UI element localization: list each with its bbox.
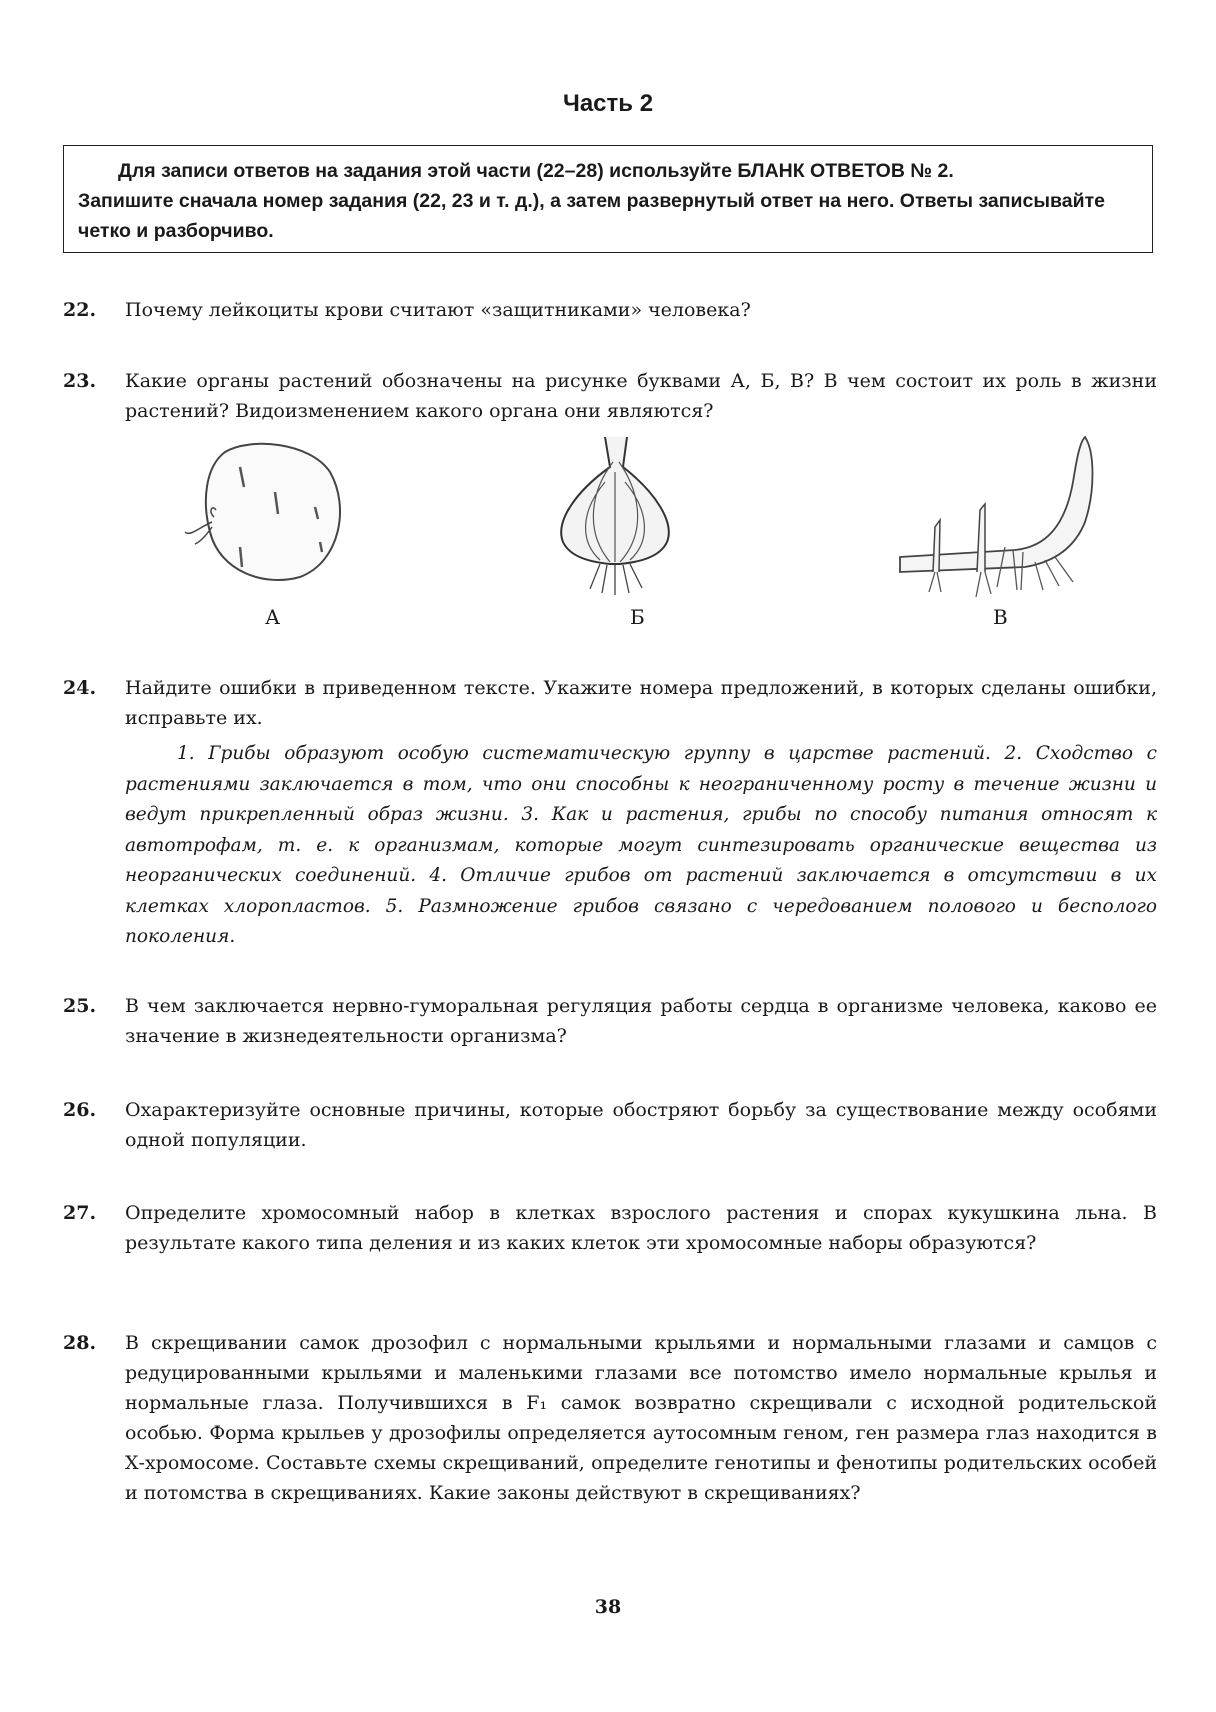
question-22 — [63, 296, 1157, 326]
page-number: 38 — [594, 1596, 622, 1618]
question-number: 24. — [63, 677, 97, 699]
figure-label-b: Б — [630, 605, 645, 629]
section-title: Часть 2 — [562, 90, 654, 117]
figure-label-a: А — [265, 605, 281, 629]
figure-label-v: В — [993, 605, 1008, 629]
question-text: Какие органы растений обозначены на рисунке буквами А, Б, В? В чем состоит их роль в жизни растений? Видоизменением какого органа они являются? — [125, 370, 1157, 422]
instructions-line-1: Для записи ответов на задания этой части (22–28) используйте БЛАНК ОТВЕТОВ № 2. — [118, 160, 954, 182]
question-26 — [63, 1096, 1157, 1155]
question-number: 28. — [63, 1332, 97, 1354]
question-28 — [63, 1328, 1157, 1508]
question-number: 27. — [63, 1202, 97, 1224]
question-text: Найдите ошибки в приведенном тексте. Укажите номера предложений, в которых сделаны ошибки, исправьте их. — [125, 677, 1157, 729]
question-text: Определите хромосомный набор в клетках взрослого растения и спорах кукушкина льна. В результате какого типа деления и из каких клеток эти хромосомные наборы образуются? — [125, 1202, 1157, 1254]
question-number: 25. — [63, 995, 97, 1017]
question-number: 23. — [63, 370, 97, 392]
question-text: Охарактеризуйте основные причины, которые обостряют борьбу за существование между особями одной популяции. — [125, 1099, 1157, 1151]
question-number: 26. — [63, 1099, 97, 1121]
instructions-box — [63, 145, 1153, 253]
question-24 — [63, 674, 1157, 953]
question-text: В чем заключается нервно-гуморальная регуляция работы сердца в организме человека, каково ее значение в жизнедеятельности организма? — [125, 995, 1157, 1047]
question-23 — [63, 367, 1157, 426]
rhizome-drawing-icon — [895, 432, 1115, 602]
error-passage: 1. Грибы образуют особую систематическую группу в царстве растений. 2. Сходство с растениями заключается в том, что они способны к неограниченному росту в течение жизни и ведут прикрепленный образ жизни. 3. Как и растения, грибы по способу питания относят к автотрофам, т. е. к организмам, которые могут синтезировать органические вещества из неорганических соединений. 4. Отличие грибов от растений заключается в отсутствии в их клетках хлоропластов. 5. Размножение грибов связано с чередованием полового и бесполого поколения. — [125, 743, 1157, 947]
question-25 — [63, 992, 1157, 1051]
potato-tuber-drawing-icon — [180, 432, 380, 592]
instructions-line-2: Запишите сначала номер задания (22, 23 и т. д.), а затем развернутый ответ на него. Ответы записывайте четко и разборчиво. — [78, 190, 1105, 242]
question-text: В скрещивании самок дрозофил с нормальными крыльями и нормальными глазами и самцов с редуцированными крыльями и маленькими глазами все потомство имело нормальные крылья и нормальные глаза. Получившихся в F₁ самок возвратно скрещивали с исходной родительской особью. Форма крыльев у дрозофилы определяется аутосомным геном, ген размера глаз находится в Х-хромосоме. Составьте схемы скрещиваний, определите генотипы и фенотипы родительских особей и потомства в скрещиваниях. Какие законы действуют в скрещиваниях? — [125, 1332, 1157, 1504]
onion-bulb-drawing-icon — [555, 432, 675, 602]
question-number: 22. — [63, 299, 97, 321]
question-27 — [63, 1199, 1157, 1258]
question-text: Почему лейкоциты крови считают «защитниками» человека? — [125, 299, 751, 321]
